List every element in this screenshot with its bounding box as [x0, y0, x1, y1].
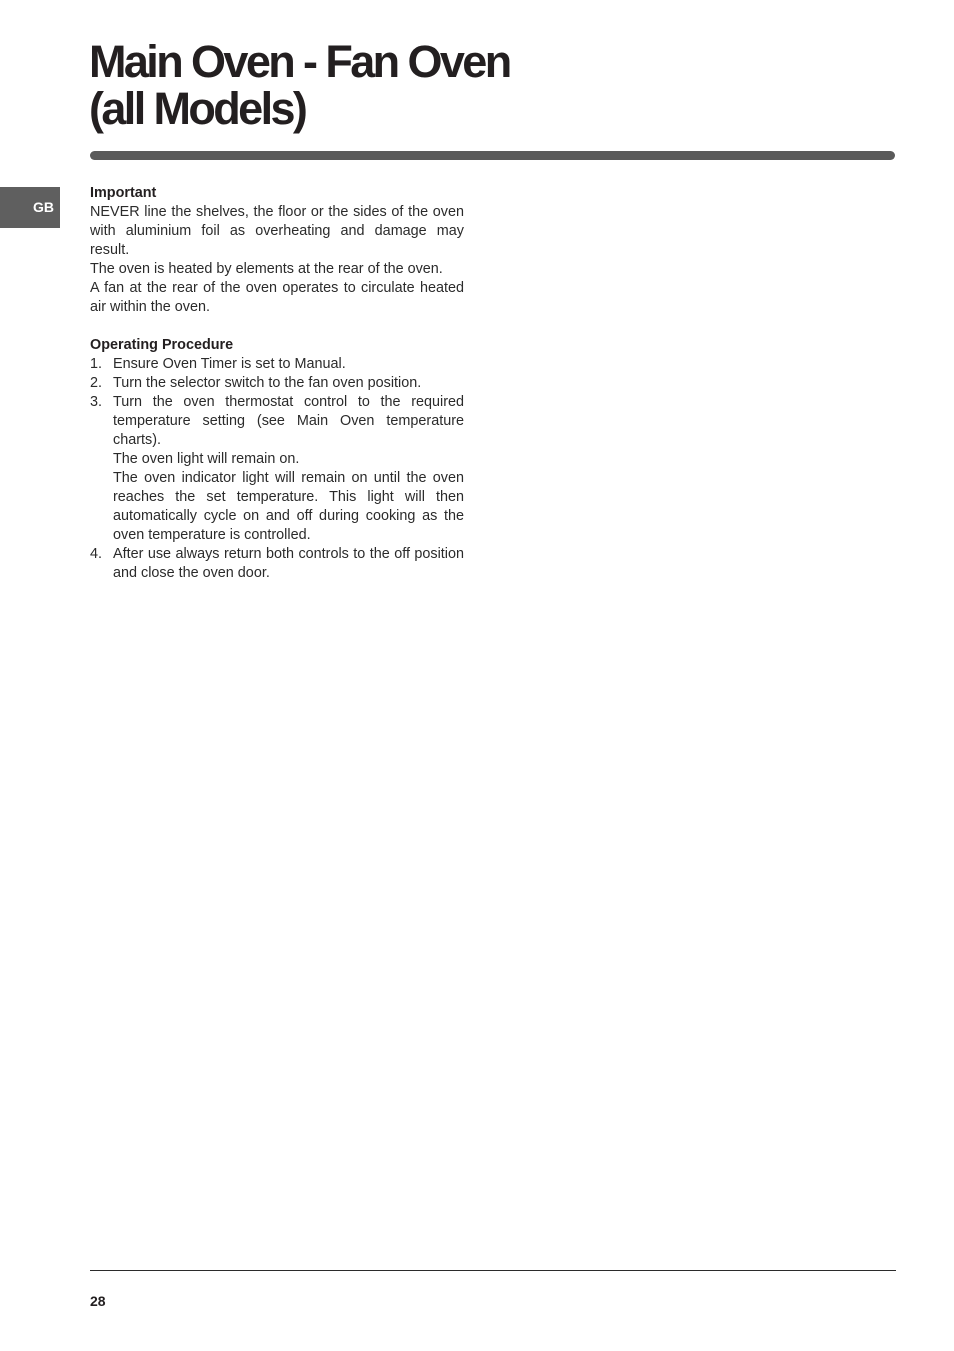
step-text: Ensure Oven Timer is set to Manual.	[113, 356, 346, 372]
operating-procedure-heading: Operating Procedure	[90, 337, 234, 353]
step-number: 2.	[90, 375, 103, 391]
page-title	[89, 38, 510, 132]
main-content	[90, 184, 464, 583]
step-text: Turn the selector switch to the fan oven position.	[113, 375, 422, 391]
language-tab: GB	[0, 187, 60, 228]
important-heading: Important	[90, 185, 157, 201]
step-text: Turn the oven thermostat control to the required temperature setting (see Main Oven temperature charts).	[113, 394, 464, 448]
section-spacer	[90, 317, 464, 336]
important-paragraph-3: A fan at the rear of the oven operates to circulate heated air within the oven.	[90, 280, 464, 315]
procedure-step	[90, 545, 464, 583]
procedure-step	[90, 374, 464, 393]
important-paragraph-1: NEVER line the shelves, the floor or the sides of the oven with aluminium foil as overheating and damage may result.	[90, 204, 464, 258]
step-number: 4.	[90, 546, 103, 562]
procedure-steps-list	[90, 355, 464, 583]
important-paragraph-2: The oven is heated by elements at the rear of the oven.	[90, 261, 443, 277]
page-number: 28	[90, 1293, 106, 1309]
step-number: 3.	[90, 394, 103, 410]
step-note: The oven indicator light will remain on until the oven reaches the set temperature. This light will then automatically cycle on and off during cooking as the oven temperature is controlled.	[113, 470, 464, 543]
procedure-step	[90, 393, 464, 545]
procedure-step	[90, 355, 464, 374]
operating-procedure-section	[90, 336, 464, 583]
page-title-line-1: Main Oven - Fan Oven	[89, 36, 510, 87]
step-number: 1.	[90, 356, 103, 372]
title-divider	[90, 151, 895, 160]
footer-divider	[90, 1270, 896, 1271]
important-section	[90, 184, 464, 317]
step-text: After use always return both controls to the off position and close the oven door.	[113, 546, 464, 581]
step-note: The oven light will remain on.	[113, 451, 300, 467]
page-title-line-2: (all Models)	[89, 83, 306, 134]
